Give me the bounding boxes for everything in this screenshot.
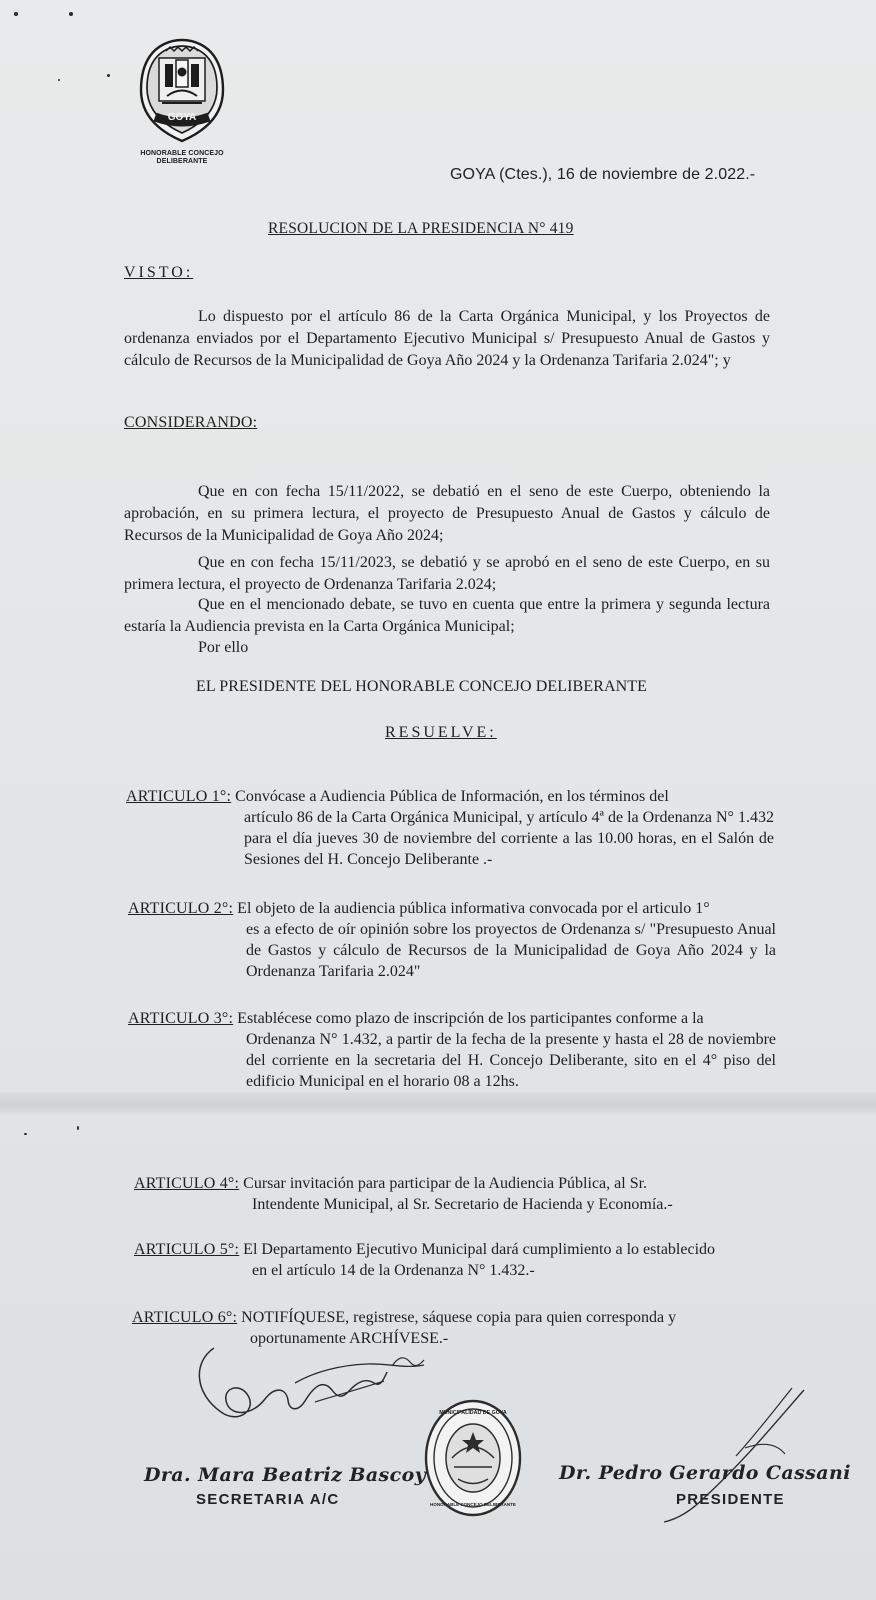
scan-speck (24, 1133, 27, 1135)
considerando-paragraph-4: Por ello (198, 639, 249, 656)
visto-text: Lo dispuesto por el artículo 86 de la Carta Orgánica Municipal, y los Proyectos de ordenanza enviados por el Departamento Ejecutivo Municipal s/ Presupuesto Anual de Gastos y cálculo de Recursos de la Municipalidad de Goya Año 2024 y la Ordenanza Tarifaria 2.024"; y (124, 308, 770, 369)
article-5-first-line: El Departamento Ejecutivo Municipal dará cumplimiento a lo establecido (243, 1241, 716, 1258)
signature-left-name: Dra. Mara Beatriz Bascoy (144, 1464, 427, 1486)
considerando-paragraph-1: Que en con fecha 15/11/2022, se debatió en el seno de este Cuerpo, obteniendo la aprobación, en su primera lectura, el proyecto de Presupuesto Anual de Gastos y cálculo de Recursos de la Municipalidad de Goya Año 2024; (124, 483, 770, 544)
scan-speck (77, 1126, 79, 1130)
article-3-head (128, 1008, 776, 1029)
article-2-first-line: El objeto de la audiencia pública informativa convocada por el articulo 1° (237, 900, 710, 917)
visto-label: VISTO: (124, 264, 194, 281)
article-5 (134, 1239, 782, 1281)
seal-top-text: MUNICIPALIDAD DE GOYA (439, 1410, 507, 1416)
scan-speck (58, 79, 60, 81)
article-3-label: ARTICULO 3°: (128, 1010, 234, 1027)
scan-speck (14, 12, 18, 16)
article-6-head (132, 1307, 780, 1328)
seal-bottom-text: HONORABLE CONCEJO DELIBERANTE (430, 1502, 516, 1507)
article-4-label: ARTICULO 4°: (134, 1175, 240, 1192)
article-4 (134, 1173, 782, 1215)
article-2-head (128, 898, 776, 919)
article-4-head (134, 1173, 782, 1194)
article-4-continuation: Intendente Municipal, al Sr. Secretario de Hacienda y Economía.- (252, 1196, 673, 1213)
article-2 (128, 898, 776, 982)
article-6-first-line: NOTIFÍQUESE, registrese, sáquese copia para quien corresponda y (241, 1309, 677, 1326)
article-3-continuation: Ordenanza N° 1.432, a partir de la fecha de la presente y hasta el 28 de noviembre del corriente en la secretaria del H. Concejo Deliberante, sito en el 4° piso del edificio Municipal en el horario 08 a 12hs. (246, 1031, 776, 1090)
article-4-first-line: Cursar invitación para participar de la Audiencia Pública, al Sr. (243, 1175, 648, 1192)
resuelve-heading: RESUELVE: (385, 724, 497, 741)
article-2-continuation: es a efecto de oír opinión sobre los proyectos de Ordenanza s/ "Presupuesto Anual de Gastos y cálculo de Recursos de la Municipalidad de Goya Año 2024 y la Ordenanza Tarifaria 2.024" (246, 921, 776, 980)
considerando-paragraph-3: Que en el mencionado debate, se tuvo en cuenta que entre la primera y segunda lectura estaría la Audiencia prevista en la Carta Orgánica Municipal; (124, 596, 770, 635)
goya-coat-of-arms-icon (137, 36, 227, 148)
article-6-label: ARTICULO 6°: (132, 1309, 238, 1326)
article-5-label: ARTICULO 5°: (134, 1241, 240, 1258)
resolution-title: RESOLUCION DE LA PRESIDENCIA N° 419 (268, 220, 574, 237)
paper-fold (0, 1092, 876, 1118)
article-1-head (126, 786, 774, 807)
article-5-continuation: en el artículo 14 de la Ordenanza N° 1.432.- (252, 1262, 535, 1279)
article-1 (126, 786, 774, 870)
article-5-head (134, 1239, 782, 1260)
signature-right-name: Dr. Pedro Gerardo Cassani (559, 1462, 851, 1484)
signature-left-role: SECRETARIA A/C (196, 1491, 340, 1508)
place-date: GOYA (Ctes.), 16 de noviembre de 2.022.- (450, 166, 756, 183)
article-2-label: ARTICULO 2°: (128, 900, 234, 917)
logo-institution-text: HONORABLE CONCEJO DELIBERANTE (140, 150, 224, 165)
article-6-continuation: oportunamente ARCHÍVESE.- (250, 1330, 449, 1347)
logo-top-text: GOYA (167, 112, 197, 123)
municipal-logo (134, 36, 230, 166)
article-3 (128, 1008, 776, 1092)
signature-right-role: PRESIDENTE (676, 1491, 785, 1508)
article-6 (132, 1307, 780, 1349)
signature-left-scribble (188, 1344, 438, 1450)
scan-speck (69, 12, 73, 16)
considerando-paragraph-2: Que en con fecha 15/11/2023, se debatió y se aprobó en el seno de este Cuerpo, en su primera lectura, el proyecto de Ordenanza Tarifaria 2.024; (124, 554, 770, 593)
official-seal-icon (421, 1395, 525, 1521)
article-1-continuation: artículo 86 de la Carta Orgánica Municipal, y artículo 4ª de la Ordenanza N° 1.432 para el día jueves 30 de noviembre del corriente a las 10.00 horas, en el Salón de Sesiones del H. Concejo Deliberante .- (244, 809, 774, 868)
article-1-first-line: Convócase a Audiencia Pública de Información, en los términos del (235, 788, 669, 805)
article-3-first-line: Establécese como plazo de inscripción de los participantes conforme a la (237, 1010, 704, 1027)
article-1-label: ARTICULO 1°: (126, 788, 232, 805)
considerando-label: CONSIDERANDO: (124, 414, 258, 431)
scan-speck (107, 74, 110, 77)
presidente-line: EL PRESIDENTE DEL HONORABLE CONCEJO DELIBERANTE (196, 678, 648, 695)
